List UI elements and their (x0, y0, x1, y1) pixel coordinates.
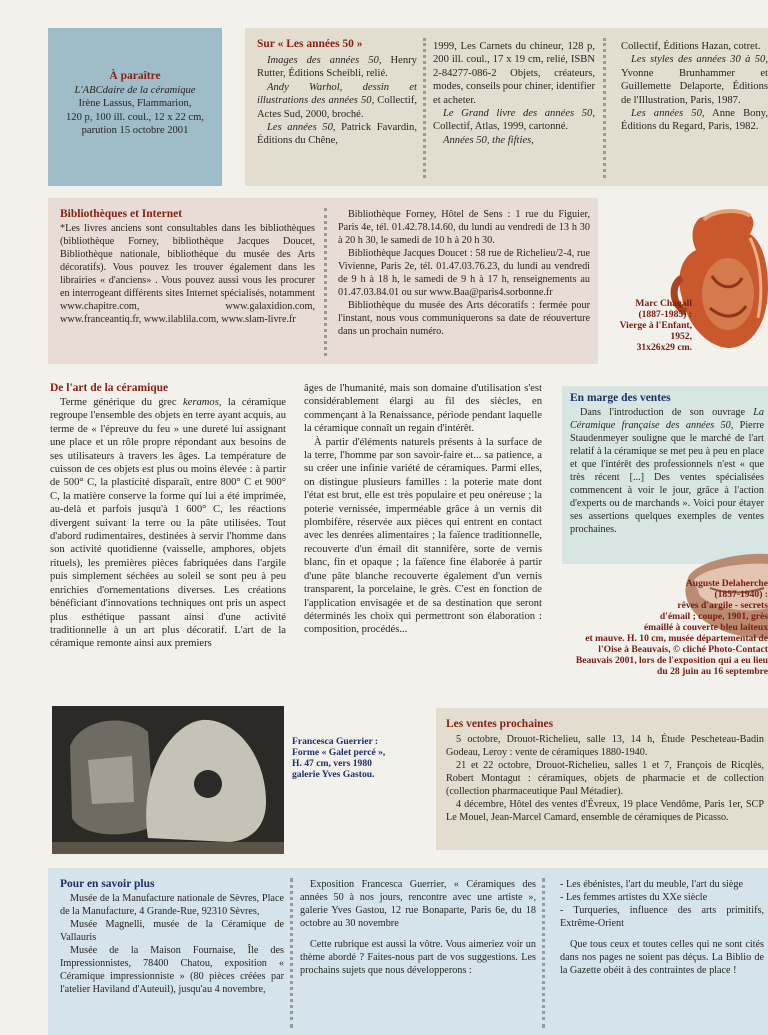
chagall-year: 1952, (670, 331, 692, 342)
vente-item-3: 4 décembre, Hôtel des ventes d'Évreux, 19 place Vendôme, Paris 1er, SCP Le Mouel, Jean-Marcel Camard, ensemble de céramiques de Picasso. (446, 799, 764, 823)
annees50-title: Sur « Les années 50 » (257, 38, 363, 50)
art-ceramique-title: De l'art de la céramique (50, 382, 169, 394)
book-details: 120 p, 100 ill. coul., 12 x 22 cm, (65, 111, 204, 123)
savoir-rubrique: Cette rubrique est aussi la vôtre. Vous aimeriez voir un thème abordé ? Faites-nous part de vos suggestions. Les prochains sujets que nous développerons : (300, 939, 536, 976)
guerrier-title: Forme « Galet percé », (292, 747, 386, 758)
art-ceramique-section (50, 376, 554, 680)
book-entry: Années 50, the fifties, (443, 134, 534, 146)
delaherche-l3: rêves d'argile - secrets (677, 600, 768, 611)
chagall-dates: (1887-1985) : (638, 309, 692, 320)
marge-ventes-box (562, 386, 768, 564)
savoir-magnelli: Musée Magnelli, musée de la Céramique de Vallauris (60, 919, 284, 943)
savoir-note: Que tous ceux et toutes celles qui ne sont cités dans nos pages ne soient pas déçus. La Biblio de la Gazette obéit à des contraintes de place ! (560, 939, 764, 976)
book-entry: Les styles des années 30 à 50, Yvonne Brunhammer et Guillemette Delaporte, Éditions de l'Illustration, Paris, 1987. (621, 54, 768, 106)
annees50-col3 (621, 40, 768, 134)
chagall-title: Vierge à l'Enfant, (619, 320, 692, 331)
savoir-sujet-3: - Turqueries, influence des arts primitifs, Extrême-Orient (560, 905, 764, 929)
marge-ventes-title: En marge des ventes (570, 392, 671, 404)
bibliotheques-box (48, 198, 598, 364)
delaherche-dates: (1857-1940) : (714, 589, 768, 600)
a-paraitre-title: À paraître (109, 70, 161, 82)
bibliotheques-col1: *Les livres anciens sont consultables dans les bibliothèques (bibliothèque Forney, bibliothèque Jacques Doucet, Bibliothèque nationale, bibliothèque du musée des Arts décoratifs). Vous pouvez les trouver également dans les librairies « d'anciens» . Vous pouvez aussi vous les procurer en interrogeant différents sites Internet spécialisés, notamment www.chapitre.com, www.galaxidion.com, www.franceantiq.fr, www.ilablila.com, www.slam-livre.fr (60, 223, 315, 325)
book-entry: Les années 50, Patrick Favardin, Éditions du Chêne, (257, 122, 418, 147)
pour-en-savoir-box (48, 868, 768, 1035)
delaherche-artist: Auguste Delaherche (685, 578, 768, 589)
sculpture-illustration (52, 706, 284, 854)
book-date: parution 15 octobre 2001 (81, 125, 189, 137)
art-ceramique-col2b: À partir d'éléments naturels présents à la surface de la terre, l'homme par son savoir-faire et... sa patience, a su créer une infinie variété de céramiques. Parmi elles, on distingue plusieurs familles : la poterie mate dont l'état est brut, elle est très populaire et peu onéreuse ; la poterie vernissée, imperméable grâce à un vernis dit plombifère, réservée aux pièces qui entrent en contact avec les denrées alimentaires ; la faïence traditionnelle, recouverte d'un émail dit stannifère, sorte de vernis blanc, fin et opaque ; la faïence fine élaborée à partir d'une pâte blanche recouverte également d'un vernis transparent, la porcelaine, le grès. C'est en fonction de l'application envisagée et de sa destination que seront déterminés les choix qui permettront son élaboration : composition, procédés... (304, 436, 542, 636)
guerrier-sculpture-photo (52, 706, 284, 854)
book-entry: Andy Warhol, dessin et illustrations des années 50, Collectif, Actes Sud, 2000, broché. (257, 81, 417, 120)
guerrier-dims: H. 47 cm, vers 1980 (292, 758, 372, 769)
delaherche-l6: et mauve. H. 10 cm, musée départemental de (585, 633, 768, 644)
delaherche-l8: Beauvais 2001, lors de l'exposition qui a eu lieu (575, 655, 768, 666)
guerrier-artist: Francesca Guerrier : (292, 736, 379, 747)
delaherche-l4: d'émail ; coupe, 1901, grès (659, 611, 768, 622)
savoir-fournaise: Musée de la Maison Fournaise, Île des Impressionnistes, 78400 Chatou, exposition « Céramique impressionniste » (80 pièces créées par l'atelier Haviland d'Auteuil), jusqu'au 4 novembre, (60, 945, 284, 995)
biblio-doucet: Bibliothèque Jacques Doucet : 58 rue de Richelieu/2-4, rue Vivienne, Paris 2e, tél. 01.47.03.76.23, du lundi au vendredi de 9 h à 18 h, le samedi de 9 h à 17 h, renseignements au 01.47.03.84.01 ou sur www.Baa@paris4.sorbonne.fr (338, 248, 590, 298)
biblio-forney: Bibliothèque Forney, Hôtel de Sens : 1 rue du Figuier, Paris 4e, tél. 01.42.78.14.60, du lundi au vendredi de 13 h 30 à 20 h 30, le samedi de 10 h à 20 h 30. (338, 209, 590, 246)
savoir-sujet-2: - Les femmes artistes du XXe siècle (560, 892, 708, 903)
vente-item-2: 21 et 22 octobre, Drouot-Richelieu, salles 1 et 7, François de Ricqlès, Robert Montagut : céramiques, objets de pharmacie et de collection (collection pharmaceutique Paul Métadier). (446, 760, 764, 797)
guerrier-gallery: galerie Yves Gastou. (292, 769, 375, 780)
bibliotheques-title: Bibliothèques et Internet (60, 208, 183, 220)
annees50-col2 (433, 40, 595, 147)
a-paraitre-box (48, 28, 222, 186)
annees50-col1 (257, 54, 417, 148)
delaherche-l5: émaillé à couverte bleu laiteux (643, 622, 768, 633)
book-title: L'ABCdaire de la céramique (74, 85, 196, 96)
chagall-dims: 31x26x29 cm. (636, 342, 692, 353)
chagall-artist: Marc Chagall (635, 298, 692, 309)
savoir-sevres: Musée de la Manufacture nationale de Sèvres, Place de la Manufacture, 4 Grande-Rue, 92310 Sèvres, (60, 893, 284, 917)
book-entry: Les années 50, Anne Bony, Éditions du Regard, Paris, 1982. (621, 108, 768, 133)
art-ceramique-col1: Terme générique du grec keramos, la céramique regroupe l'ensemble des objets en terre ayant acquis, au terme de « l'épreuve du feu » une dureté lui assignant une place et un rôle propre répondant aux besoins de ses utilisateurs à travers les âges. La température de cuisson de ces objets est plus ou moins élevée : à partir de 500° C, la plasticité disparaît, entre 800° C et 900° C, la matière conserve la forme qui lui a été imprimée, au-delà et parfois jusqu'à 1 600° C, les réactions divergent suivant la terre ou la pâte utilisées. Tout d'abord rudimentaires, destinées à servir l'homme dans son activité quotidienne (vaisselle, amphores, objets rituels), les premières pièces fabriquées dans l'argile puis simplement séchées au soleil se sont peu à peu enrichies d'ornementations diverses. Les créations bénéficiant d'innovations techniques ont pris un aspect plus esthétique passant ainsi d'une activité traditionnelle à un art plus décoratif. L'art de la céramique remonte ainsi aux premiers (50, 397, 286, 650)
delaherche-l7: l'Oise à Beauvais, © cliché Photo-Contact (598, 644, 768, 655)
marge-ventes-text: Dans l'introduction de son ouvrage La Céramique française des années 50, Pierre Staudenmeyer souligne que le marché de l'art relatif à la céramique se met peu à peu en place et que l'intérêt des professionnels n'est « que très récent [...] Des ventes spécialisées commencent à voir le jour, grâce à l'action d'experts ou de marchands ». Voici pour étayer ses assertions quelques exemples de ventes prochaines. (570, 407, 764, 535)
book-entry: Collectif, Éditions Hazan, cotret. (621, 41, 761, 52)
chagall-vase-image (600, 198, 768, 364)
savoir-sujet-1: - Les ébénistes, l'art du meuble, l'art du siège (560, 879, 744, 890)
savoir-guerrier-expo: Exposition Francesca Guerrier, « Céramiques des années 50 à nos jours, rencontre avec une artiste », galerie Yves Gastou, 12 rue Bonaparte, Paris 6e, du 18 octobre au 30 novembre (300, 879, 536, 929)
delaherche-l9: du 28 juin au 16 septembre (657, 666, 768, 677)
ventes-prochaines-title: Les ventes prochaines (446, 718, 554, 730)
book-author: Irène Lassus, Flammarion, (78, 98, 192, 110)
pour-en-savoir-title: Pour en savoir plus (60, 878, 155, 890)
book-entry: Images des années 50, Henry Rutter, Éditions Scheibli, relié. (257, 55, 417, 80)
vente-item-1: 5 octobre, Drouot-Richelieu, salle 13, 14 h, Étude Pescheteau-Badin Godeau, Leroy : vente de céramiques 1880-1940. (446, 734, 764, 758)
biblio-arts-deco: Bibliothèque du musée des Arts décoratifs : fermée pour l'instant, nous vous communiquerons sa date de réouverture dans un prochain numéro. (338, 300, 590, 337)
book-entry: 1999, Les Carnets du chineur, 128 p, 200 ill. coul., 17 x 19 cm, relié, ISBN 2-84277-086-2 Objets, créateurs, modes, conseils pour chiner, identifier et acheter. (433, 41, 595, 106)
art-ceramique-col2a: âges de l'humanité, mais son domaine d'utilisation s'est considérablement élargi au fil des siècles, en commençant à la Renaissance, période pendant laquelle la céramique connaît un regain d'intérêt. (304, 383, 542, 435)
annees50-box (245, 28, 768, 186)
book-entry: Le Grand livre des années 50, Collectif, Atlas, 1999, cartonné. (433, 108, 595, 133)
ventes-prochaines-box (436, 708, 768, 850)
